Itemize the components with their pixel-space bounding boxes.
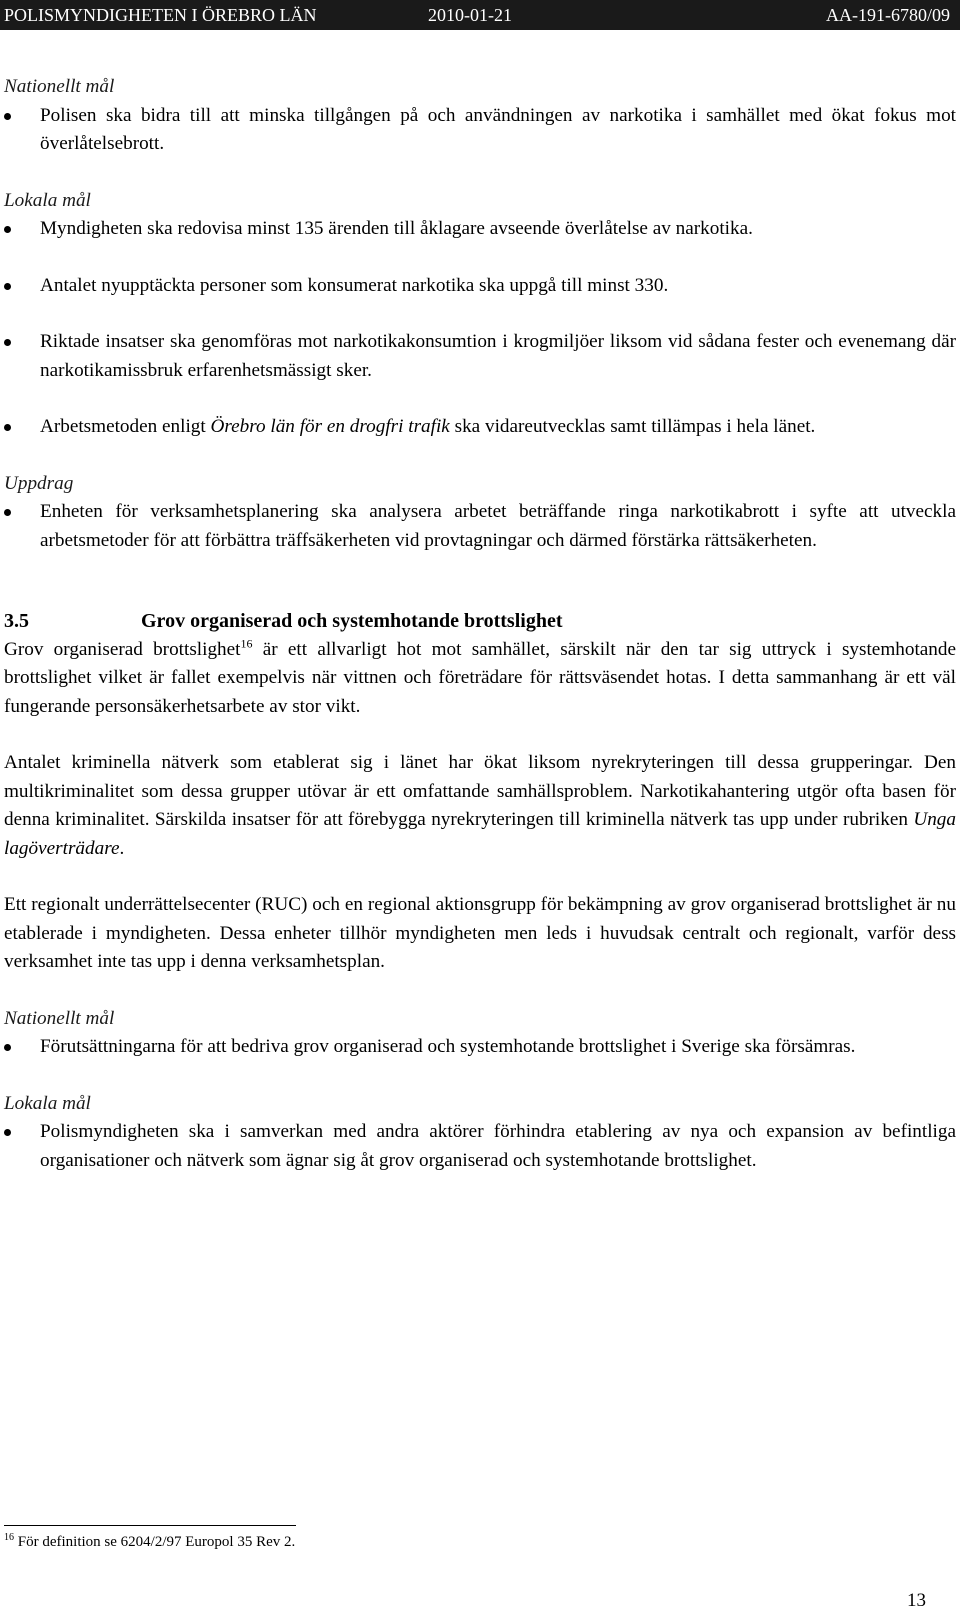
footnote-number: 16 xyxy=(4,1532,14,1543)
paragraph-text: Grov organiserad brottslighet xyxy=(4,638,241,660)
paragraph-text: . xyxy=(119,837,125,859)
paragraph xyxy=(4,636,956,722)
page-number: 13 xyxy=(907,1590,926,1611)
list-item: Antalet nyupptäckta personer som konsumerat narkotika ska uppgå till minst 330. xyxy=(4,272,956,301)
paragraph xyxy=(4,749,956,863)
paragraph: Ett regionalt underrättelsecenter (RUC) och en regional aktionsgrupp för bekämpning av grov organiserad brottslighet är nu etablerade i myndigheten. Dessa enheter tillhör myndigheten men leds i huvudsak centralt och regionalt, varför dess verksamhet inte tas upp i denna verksamhetsplan. xyxy=(4,894,956,972)
footnote-divider xyxy=(4,1525,296,1526)
document-body xyxy=(4,73,956,1175)
national-goal-list xyxy=(4,1033,956,1062)
heading-national-goal: Nationellt mål xyxy=(4,1007,115,1029)
heading-local-goals: Lokala mål xyxy=(4,1092,91,1114)
list-item-italic-title: Örebro län för en drogfri trafik xyxy=(210,416,450,437)
list-item: Polisen ska bidra till att minska tillgången på och användningen av narkotika i samhället med ökat fokus mot överlåtelsebrott. xyxy=(4,102,956,159)
national-goal-list xyxy=(4,102,956,159)
footnote xyxy=(4,1533,295,1551)
page-header xyxy=(0,0,960,30)
section-number: 3.5 xyxy=(4,610,29,632)
list-item: Myndigheten ska redovisa minst 135 ärenden till åklagare avseende överlåtelse av narkotika. xyxy=(4,215,956,244)
heading-assignment: Uppdrag xyxy=(4,472,74,494)
list-item-text: ska vidareutvecklas samt tillämpas i hela länet. xyxy=(449,416,816,437)
paragraph-italic-title: Unga lagöverträdare xyxy=(4,809,956,859)
local-goals-list xyxy=(4,215,956,442)
section-heading xyxy=(4,607,956,636)
list-item: Enheten för verksamhetsplanering ska analysera arbetet beträffande ringa narkotikabrott i syfte att utveckla arbetsmetoder för att förbättra träffsäkerheten vid provtagningar och därmed förstärka rättsäkerheten. xyxy=(4,498,956,555)
footnote-text: För definition se 6204/2/97 Europol 35 Rev 2. xyxy=(14,1534,296,1550)
footnote-reference: 16 xyxy=(240,636,253,651)
paragraph-text: är ett allvarligt hot mot samhället, särskilt när den tar sig uttryck i systemhotande brottslighet vilket är fallet exempelvis när vittnen och företrädare för rättsväsendet hotas. I detta sammanhang är ett väl fungerande personsäkerhetsarbete av stor vikt. xyxy=(4,638,956,717)
heading-local-goals: Lokala mål xyxy=(4,189,91,211)
header-reference: AA-191-6780/09 xyxy=(826,5,950,25)
list-item: Riktade insatser ska genomföras mot narkotikakonsumtion i krogmiljöer liksom vid sådana fester och evenemang där narkotikamissbruk erfarenhetsmässigt sker. xyxy=(4,328,956,385)
list-item: Polismyndigheten ska i samverkan med andra aktörer förhindra etablering av nya och expansion av befintliga organisationer och nätverk som ägnar sig åt grov organiserad och systemhotande brottslighet. xyxy=(4,1118,956,1175)
list-item: Förutsättningarna för att bedriva grov organiserad och systemhotande brottslighet i Sverige ska försämras. xyxy=(4,1033,956,1062)
list-item-text: Arbetsmetoden enligt xyxy=(40,416,211,437)
local-goals-list xyxy=(4,1118,956,1175)
heading-national-goal: Nationellt mål xyxy=(4,76,115,97)
header-organization: POLISMYNDIGHETEN I ÖREBRO LÄN xyxy=(4,5,317,25)
assignment-list xyxy=(4,498,956,555)
section-title: Grov organiserad och systemhotande brottslighet xyxy=(141,610,563,632)
paragraph-text: Antalet kriminella nätverk som etablerat sig i länet har ökat liksom nyrekryteringen till dessa grupperingar. Den multikriminalitet som dessa grupper utövar är ett omfattande samhällsproblem. Narkotikahantering utgör ofta basen för denna kriminalitet. Särskilda insatser för att förebygga nyrekryteringen till kriminella nätverk tas upp under rubriken xyxy=(4,752,956,830)
header-date: 2010-01-21 xyxy=(428,5,512,25)
list-item xyxy=(4,413,956,442)
